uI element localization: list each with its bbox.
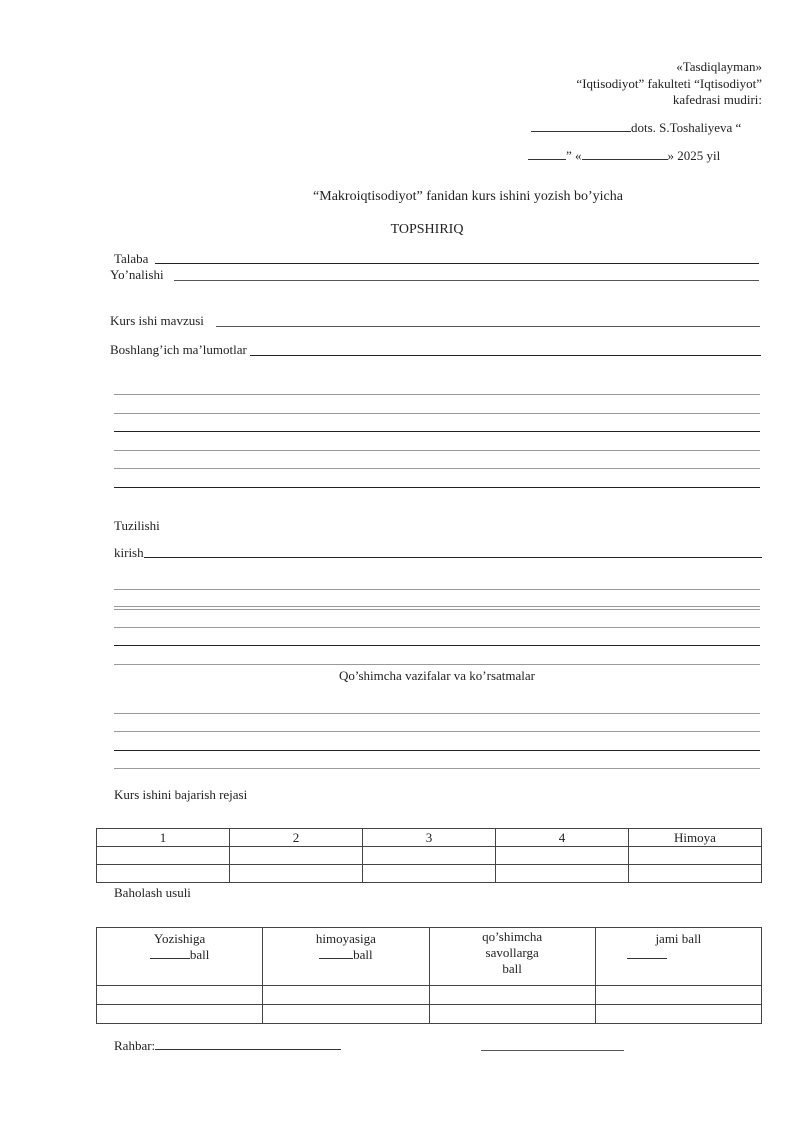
- approval-faculty: “Iqtisodiyot” fakulteti “Iqtisodiyot”: [576, 76, 762, 91]
- structure-line[interactable]: [114, 645, 760, 646]
- structure-line[interactable]: [114, 664, 760, 665]
- structure-line[interactable]: [114, 589, 760, 590]
- date-day-line: [528, 148, 566, 160]
- table-row: [97, 865, 762, 883]
- plan-header-1: 1: [97, 829, 230, 847]
- structure-line[interactable]: [114, 606, 760, 607]
- supervisor-name-line[interactable]: [155, 1038, 341, 1050]
- table-row: [97, 986, 762, 1005]
- table-row: [97, 847, 762, 865]
- structure-label: Tuzilishi: [114, 518, 160, 533]
- plan-cell[interactable]: [496, 865, 629, 883]
- subject-heading: “Makroiqtisodiyot” fanidan kurs ishini yozish bo’yicha: [313, 189, 623, 204]
- grading-header-extra-questions: qo’shimcha savollarga ball: [429, 928, 595, 986]
- extra-tasks-line[interactable]: [114, 731, 760, 732]
- approval-title: «Tasdiqlayman»: [676, 59, 762, 74]
- initial-data-line[interactable]: [114, 431, 760, 432]
- plan-cell[interactable]: [363, 847, 496, 865]
- grading-cell[interactable]: [97, 1005, 263, 1024]
- initial-data-line[interactable]: [114, 394, 760, 395]
- structure-line[interactable]: [114, 609, 760, 610]
- initial-data-line[interactable]: [114, 468, 760, 469]
- score-blank[interactable]: [150, 947, 190, 959]
- plan-header-2: 2: [230, 829, 363, 847]
- grading-cell[interactable]: [263, 1005, 429, 1024]
- plan-cell[interactable]: [97, 865, 230, 883]
- table-row: [97, 829, 762, 847]
- plan-cell[interactable]: [363, 865, 496, 883]
- extra-tasks-label: Qo’shimcha vazifalar va ko’rsatmalar: [339, 668, 535, 683]
- plan-header-4: 4: [496, 829, 629, 847]
- intro-label: kirish: [114, 545, 144, 560]
- grading-header-total: jami ball: [595, 928, 761, 986]
- direction-label: Yo’nalishi: [110, 267, 164, 282]
- plan-header-3: 3: [363, 829, 496, 847]
- plan-cell[interactable]: [230, 847, 363, 865]
- date-month-line: [582, 148, 668, 160]
- grading-cell[interactable]: [263, 986, 429, 1005]
- approval-date: ” « » 2025 yil: [528, 148, 720, 164]
- plan-cell[interactable]: [97, 847, 230, 865]
- direction-line[interactable]: [174, 280, 759, 281]
- extra-tasks-line[interactable]: [114, 713, 760, 714]
- score-blank[interactable]: [627, 947, 667, 959]
- score-blank[interactable]: [319, 947, 353, 959]
- initial-data-line[interactable]: [114, 413, 760, 414]
- plan-header-defense: Himoya: [629, 829, 762, 847]
- initial-data-label: Boshlang’ich ma’lumotlar: [110, 342, 247, 357]
- grading-label: Baholash usuli: [114, 885, 191, 900]
- initial-data-line[interactable]: [250, 355, 761, 356]
- grading-table: [96, 927, 762, 1024]
- topic-line[interactable]: [216, 326, 760, 327]
- approval-head-name: dots. S.Toshaliyeva “: [631, 120, 742, 135]
- extra-tasks-line[interactable]: [114, 768, 760, 769]
- grading-cell[interactable]: [595, 1005, 761, 1024]
- plan-label: Kurs ishini bajarish rejasi: [114, 787, 248, 802]
- supervisor-signature-line[interactable]: [481, 1050, 624, 1051]
- table-row: [97, 1005, 762, 1024]
- approval-department: kafedrasi mudiri:: [672, 92, 762, 107]
- table-row: [97, 928, 762, 986]
- signature-line: [531, 120, 631, 132]
- student-label: Talaba: [114, 251, 149, 266]
- grading-cell[interactable]: [97, 986, 263, 1005]
- grading-cell[interactable]: [595, 986, 761, 1005]
- supervisor-signature: [114, 1038, 341, 1054]
- student-line[interactable]: [155, 263, 759, 264]
- extra-tasks-line[interactable]: [114, 750, 760, 751]
- supervisor-label: Rahbar:: [114, 1038, 156, 1053]
- plan-cell[interactable]: [629, 847, 762, 865]
- intro-line[interactable]: [144, 557, 762, 558]
- plan-table: [96, 828, 762, 883]
- initial-data-line[interactable]: [114, 450, 760, 451]
- grading-header-defense: himoyasiga ball: [263, 928, 429, 986]
- plan-cell[interactable]: [496, 847, 629, 865]
- plan-cell[interactable]: [230, 865, 363, 883]
- initial-data-line[interactable]: [114, 487, 760, 488]
- grading-cell[interactable]: [429, 986, 595, 1005]
- document-title: TOPSHIRIQ: [390, 222, 464, 237]
- topic-label: Kurs ishi mavzusi: [110, 313, 204, 328]
- approval-head-signature: [531, 120, 741, 136]
- grading-cell[interactable]: [429, 1005, 595, 1024]
- structure-line[interactable]: [114, 627, 760, 628]
- grading-header-writing: Yozishiga ball: [97, 928, 263, 986]
- plan-cell[interactable]: [629, 865, 762, 883]
